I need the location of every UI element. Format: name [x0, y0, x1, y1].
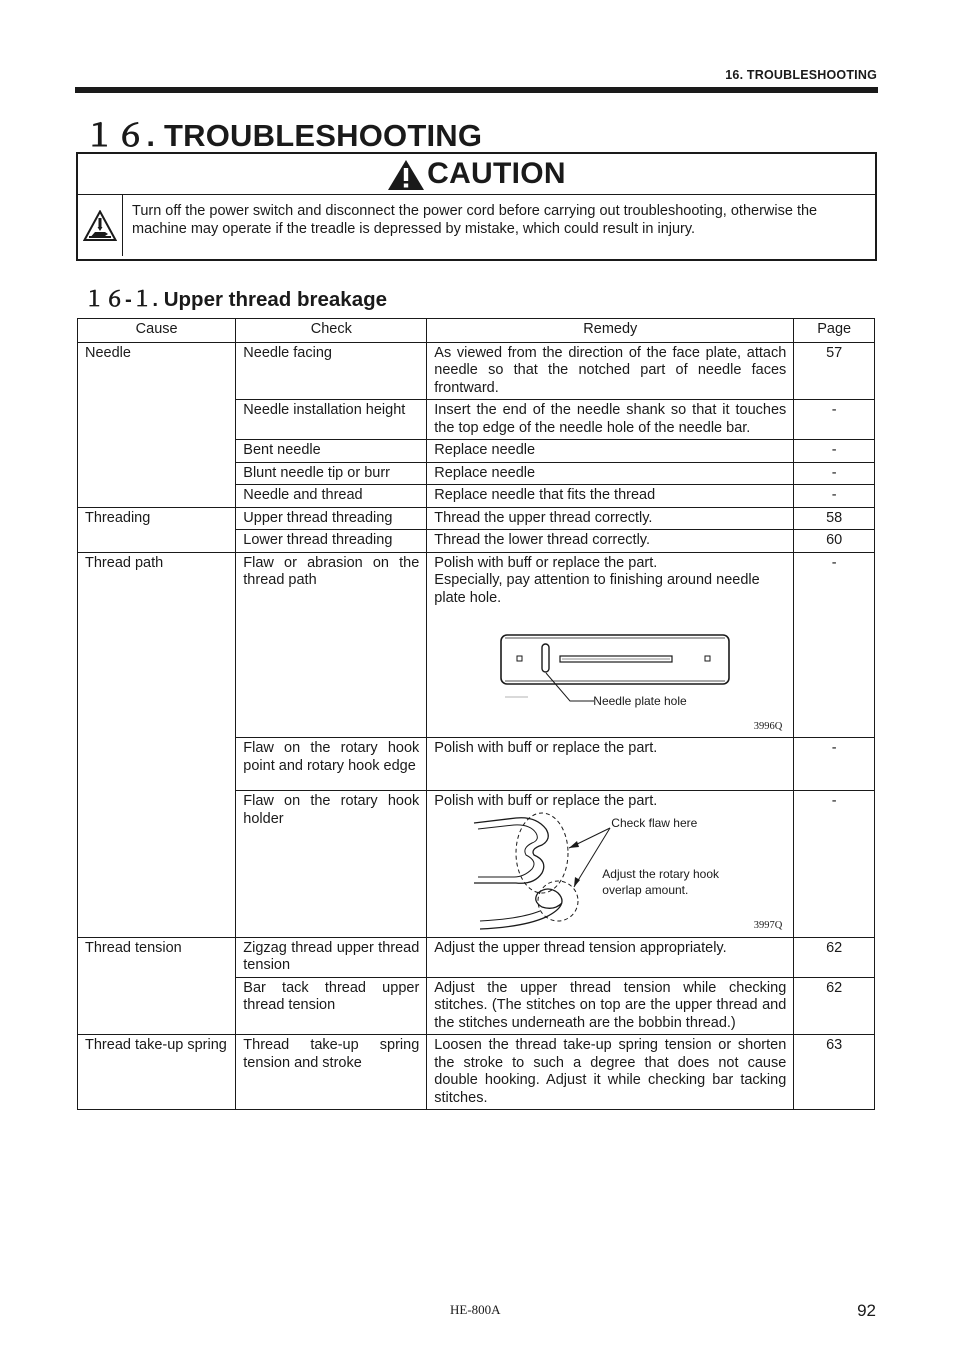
cause-cell: Thread tension [78, 937, 236, 1035]
cause-cell: Thread take-up spring [78, 1035, 236, 1110]
check-cell: Bar tack thread upper thread tension [236, 977, 427, 1035]
remedy-cell: Replace needle [427, 440, 794, 463]
page-cell: 63 [794, 1035, 875, 1110]
page-cell: 58 [794, 507, 875, 530]
page-cell: - [794, 791, 875, 938]
rotary-hook-figure [434, 811, 786, 937]
check-cell: Needle installation height [236, 400, 427, 440]
check-cell: Lower thread threading [236, 530, 427, 553]
section-title: １６-１. Upper thread breakage [84, 288, 388, 311]
caution-box [76, 152, 877, 261]
troubleshooting-table [77, 318, 875, 1110]
check-cell: Flaw on the rotary hook holder [236, 791, 427, 938]
remedy-cell: Adjust the upper thread tension while checking stitches. (The stitches on top are the upper thread and the stitches underneath are the bobbin thread.) [427, 977, 794, 1035]
remedy-cell: Replace needle that fits the thread [427, 485, 794, 508]
check-cell: Upper thread threading [236, 507, 427, 530]
check-cell: Needle and thread [236, 485, 427, 508]
remedy-text-line-2: Especially, pay attention to finishing around needle plate hole. [434, 572, 760, 606]
cause-cell: Threading [78, 507, 236, 552]
hazard-icon-cell [78, 195, 123, 256]
table-row [78, 1035, 875, 1110]
figure-code-3997q: 3997Q [753, 920, 783, 931]
table-header-row [78, 319, 875, 343]
table-row [78, 342, 875, 400]
adjust-overlap-label-line-2: overlap amount. [602, 882, 689, 897]
page-cell: 62 [794, 977, 875, 1035]
page-cell: - [794, 440, 875, 463]
page-cell: 57 [794, 342, 875, 400]
caution-body [78, 195, 875, 256]
column-header-cause: Cause [78, 319, 236, 343]
table-row [78, 507, 875, 530]
column-header-remedy: Remedy [427, 319, 794, 343]
figure-code-3996q: 3996Q [753, 720, 783, 732]
cause-cell: Needle [78, 342, 236, 507]
check-flaw-label: Check flaw here [611, 815, 698, 830]
running-header: 16. TROUBLESHOOTING [725, 68, 877, 82]
remedy-cell: Thread the lower thread correctly. [427, 530, 794, 553]
remedy-cell: Insert the end of the needle shank so that it touches the top edge of the needle hole of the needle bar. [427, 400, 794, 440]
page-title: １６. TROUBLESHOOTING [84, 118, 483, 153]
column-header-check: Check [236, 319, 427, 343]
page-cell: - [794, 462, 875, 485]
adjust-overlap-label-line-1: Adjust the rotary hook [602, 866, 720, 881]
remedy-cell: Thread the upper thread correctly. [427, 507, 794, 530]
caution-header [78, 154, 875, 195]
page-cell: - [794, 485, 875, 508]
remedy-cell: Adjust the upper thread tension appropriately. [427, 937, 794, 977]
hand-injury-hazard-icon [83, 210, 117, 242]
page-cell: 62 [794, 937, 875, 977]
page-cell: 60 [794, 530, 875, 553]
page-cell: - [794, 552, 875, 738]
remedy-cell [427, 552, 794, 738]
check-cell: Bent needle [236, 440, 427, 463]
warning-triangle-icon [387, 159, 425, 191]
caution-heading: CAUTION [427, 157, 566, 190]
check-cell: Flaw on the rotary hook point and rotary hook edge [236, 738, 427, 791]
footer-model: HE-800A [450, 1302, 501, 1317]
page-cell: - [794, 400, 875, 440]
remedy-cell: Replace needle [427, 462, 794, 485]
cause-cell: Thread path [78, 552, 236, 937]
needle-plate-figure [434, 607, 786, 737]
table-row [78, 552, 875, 738]
remedy-cell [427, 791, 794, 938]
check-cell: Blunt needle tip or burr [236, 462, 427, 485]
caution-text: Turn off the power switch and disconnect the power cord before carrying out troubleshooting, otherwise the machine may operate if the treadle is depressed by mistake, which could result in injury. [132, 203, 818, 237]
needle-plate-hole-label: Needle plate hole [593, 694, 687, 708]
remedy-text-line-1: Polish with buff or replace the part. [434, 554, 658, 571]
check-cell: Thread take-up spring tension and stroke [236, 1035, 427, 1110]
column-header-page: Page [794, 319, 875, 343]
remedy-cell: Loosen the thread take-up spring tension or shorten the stroke to such a degree that does not cause double hooking. Adjust it while checking bar tacking stitches. [427, 1035, 794, 1110]
page-number: 92 [857, 1301, 876, 1320]
remedy-cell: As viewed from the direction of the face plate, attach needle so that the notched part of needle faces frontward. [427, 342, 794, 400]
check-cell: Zigzag thread upper thread tension [236, 937, 427, 977]
check-cell: Flaw or abrasion on the thread path [236, 552, 427, 738]
header-rule [75, 87, 878, 93]
check-cell: Needle facing [236, 342, 427, 400]
table-row [78, 937, 875, 977]
needle-plate-drawing [434, 607, 786, 737]
page-cell: - [794, 738, 875, 791]
remedy-text: Polish with buff or replace the part. [434, 793, 658, 809]
remedy-cell: Polish with buff or replace the part. [427, 738, 794, 791]
